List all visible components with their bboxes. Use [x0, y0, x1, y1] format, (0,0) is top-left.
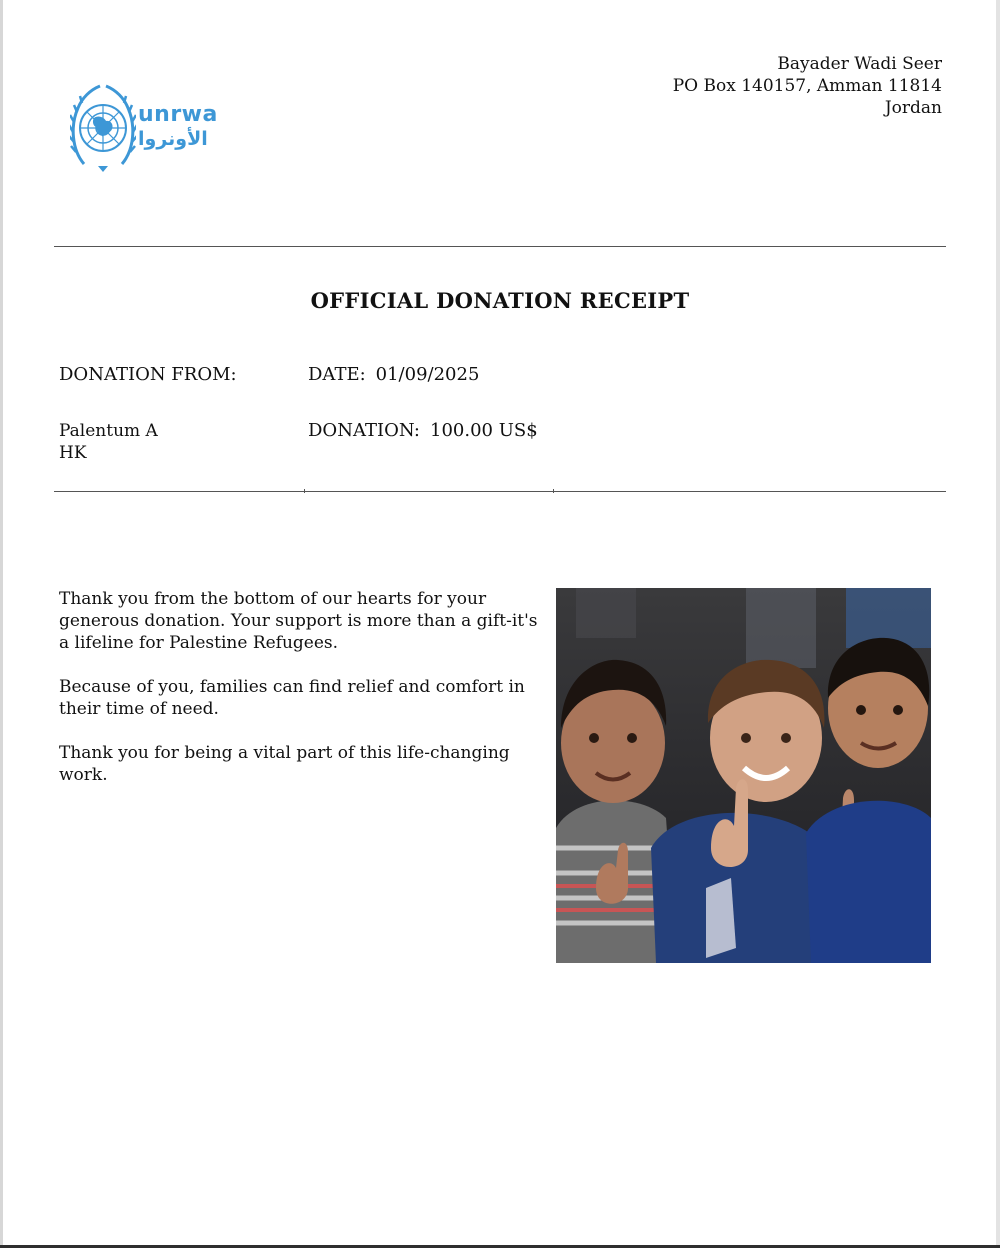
logo-text-arabic: الأونروا [138, 128, 208, 150]
thank-you-message [59, 588, 551, 808]
donor-details [59, 420, 158, 464]
address-line: Jordan [884, 98, 942, 118]
page-edge-right [996, 0, 1000, 1248]
message-paragraph: Because of you, families can find relief and comfort in their time of need. [59, 677, 525, 719]
header-divider [54, 246, 946, 247]
page-edge-left [0, 0, 3, 1248]
children-thumbs-up-photo [556, 588, 931, 963]
address-line: PO Box 140157, Amman 11814 [672, 76, 942, 96]
receipt-title: OFFICIAL DONATION RECEIPT [310, 288, 690, 313]
logo-text-english: unrwa [138, 102, 218, 127]
message-paragraph: Thank you from the bottom of our hearts for your generous donation. Your support is more than a gift-it's a lifeline for Palestine Refugees. [59, 589, 538, 653]
donor-location: HK [59, 443, 87, 463]
divider-tick [304, 489, 305, 493]
donation-from-label: DONATION FROM: [59, 364, 237, 385]
un-emblem-icon [70, 82, 136, 176]
donation-label: DONATION: [308, 420, 420, 441]
organization-address [673, 53, 942, 119]
date-label: DATE: [308, 364, 366, 385]
donor-name: Palentum A [59, 421, 158, 441]
date-value: 01/09/2025 [375, 364, 480, 385]
details-divider [54, 491, 946, 492]
address-line: Bayader Wadi Seer [777, 54, 942, 74]
divider-tick [553, 489, 554, 493]
donation-amount: 100.00 US$ [430, 420, 538, 441]
donation-field [308, 420, 538, 441]
date-field [308, 364, 479, 385]
message-paragraph: Thank you for being a vital part of this life-changing work. [59, 743, 510, 785]
unrwa-logo [70, 82, 218, 176]
